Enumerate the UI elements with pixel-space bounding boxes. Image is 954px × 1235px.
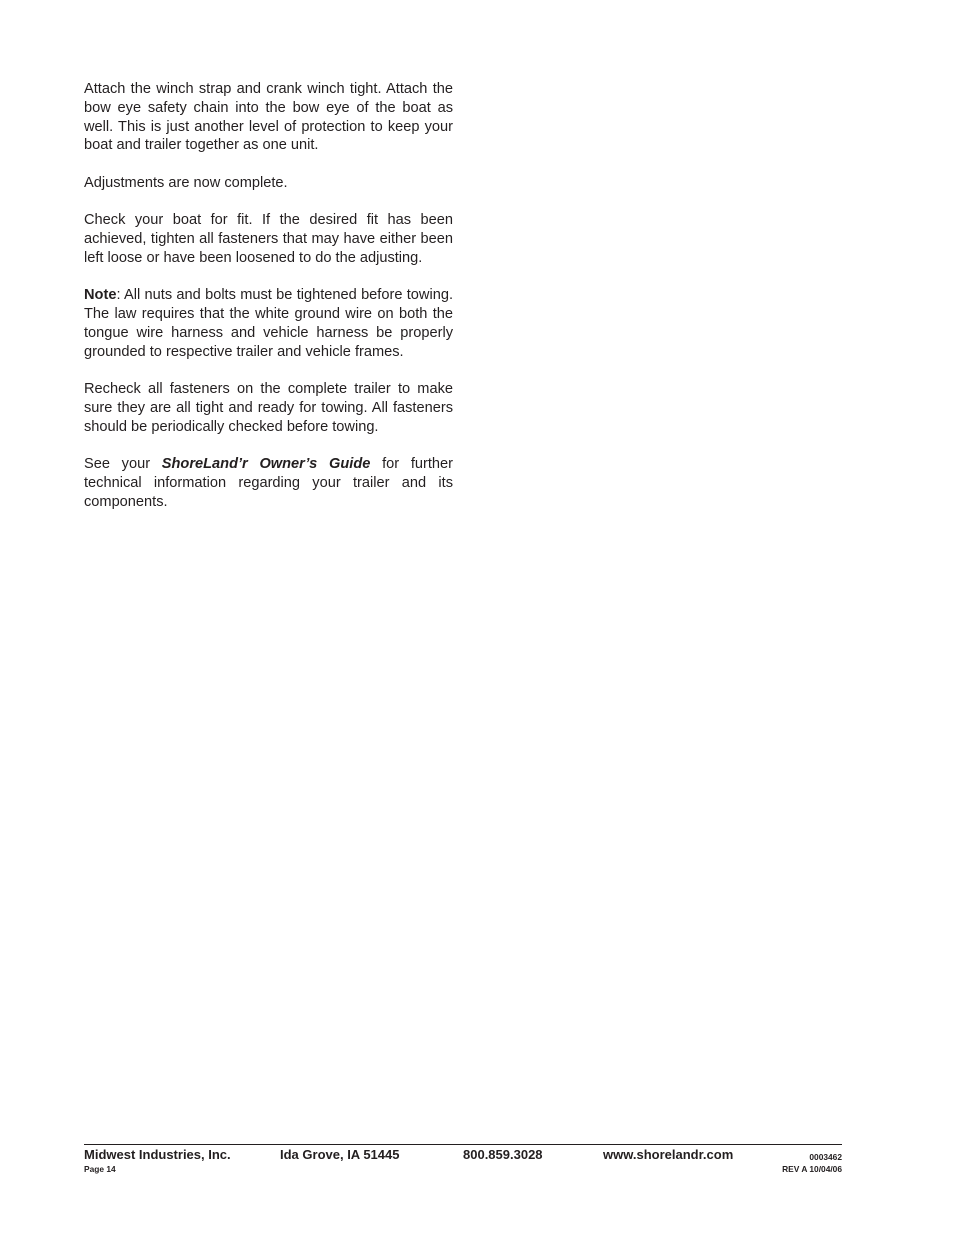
paragraph-note — [84, 286, 453, 361]
footer-doc-number: 0003462 — [809, 1152, 842, 1162]
footer-revision: REV A 10/04/06 — [782, 1164, 842, 1174]
footer-page-number: Page 14 — [84, 1164, 116, 1174]
paragraph-winch-strap: Attach the winch strap and crank winch tight. Attach the bow eye safety chain into the bow eye of the boat as well. This is just another level of protection to keep your boat and trailer together as one unit. — [84, 81, 453, 154]
footer-phone: 800.859.3028 — [463, 1147, 543, 1162]
paragraph-check-fit: Check your boat for fit. If the desired fit has been achieved, tighten all fasteners that may have either been left loose or have been loosened to do the adjusting. — [84, 212, 453, 266]
paragraph-recheck-fasteners: Recheck all fasteners on the complete trailer to make sure they are all tight and ready for towing. All fasteners should be periodically checked before towing. — [84, 380, 453, 435]
page-footer — [84, 1147, 842, 1187]
owners-guide-pre: See your — [84, 455, 162, 472]
footer-divider — [84, 1144, 842, 1145]
paragraph-owners-guide — [84, 455, 453, 511]
note-text: : All nuts and bolts must be tightened before towing. The law requires that the white ground wire on both the tongue wire harness and vehicle harness be properly grounded to respective trailer and vehicle frames. — [84, 287, 453, 360]
owners-guide-post: for further technical information regarding your trailer and its components. — [84, 455, 454, 510]
note-label: Note — [84, 287, 117, 304]
footer-website: www.shorelandr.com — [603, 1147, 734, 1162]
footer-location: Ida Grove, IA 51445 — [280, 1147, 400, 1162]
main-text-column — [84, 80, 453, 530]
paragraph-adjustments-complete: Adjustments are now complete. — [84, 174, 288, 191]
owners-guide-title: ShoreLand’r Owner’s Guide — [161, 455, 371, 472]
footer-company: Midwest Industries, Inc. — [84, 1147, 231, 1162]
